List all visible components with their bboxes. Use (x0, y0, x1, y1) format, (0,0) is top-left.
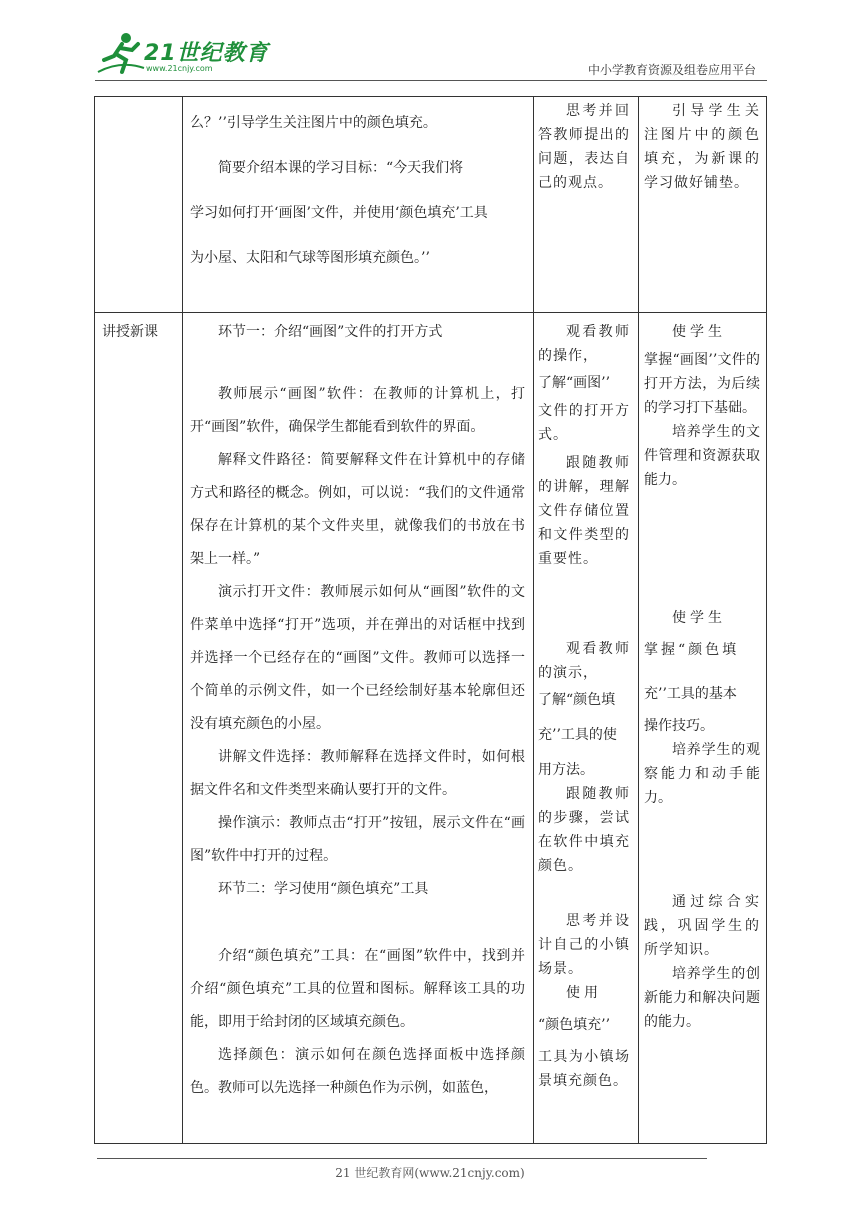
teacher-paragraph: 解释文件路径：简要解释文件在计算机中的存储方式和路径的概念。例如，可以说：“我们的文件通常保存在计算机的某个文件夹里，就像我们的书放在书架上一样。” (190, 452, 525, 567)
teacher-paragraph: 么？’’引导学生关注图片中的颜色填充。 (190, 115, 437, 131)
teacher-paragraph: 教师展示“画图”软件：在教师的计算机上，打开“画图”软件，确保学生都能看到软件的界面。 (190, 386, 525, 435)
page-footer[interactable]: 21 世纪教育网(www.21cnjy.com) (335, 1166, 525, 1180)
teacher-paragraph: 环节二：学习使用“颜色填充”工具 (218, 881, 429, 897)
teacher-paragraph: 学习如何打开‘画图’文件，并使用‘颜色填充’工具 (190, 205, 488, 221)
table-border-right (766, 96, 767, 1144)
row-divider (94, 312, 767, 313)
header-divider (95, 80, 767, 81)
teacher-paragraph: 环节一：介绍“画图”文件的打开方式 (218, 324, 443, 340)
student-paragraph: 了解“颜色填 (538, 692, 616, 708)
student-paragraph: 文件的打开方式。 (538, 403, 630, 443)
student-paragraph: 跟随教师的步骤，尝试在软件中填充颜色。 (538, 786, 630, 874)
student-paragraph: “颜色填充’’ (538, 1017, 611, 1033)
student-paragraph: 思考并回答教师提出的问题，表达自己的观点。 (538, 103, 630, 191)
student-paragraph: 使用 (566, 985, 602, 1001)
teacher-paragraph: 演示打开文件：教师展示如何从“画图”软件的文件菜单中选择“打开”选项，并在弹出的对话框中找到并选择一个已经存在的“画图”文件。教师可以选择一个简单的示例文件，如一个已经绘制好基本轮廓但还没有填充颜色的小屋。 (190, 584, 525, 732)
site-logo[interactable] (96, 30, 271, 80)
student-cell (538, 99, 630, 195)
intent-paragraph: 充’’工具的基本 (644, 686, 737, 702)
intent-paragraph: 通过综合实践，巩固学生的所学知识。 (644, 894, 760, 958)
student-paragraph: 充’’工具的使 (538, 727, 617, 743)
intent-cell (644, 320, 760, 1034)
intent-paragraph: 引导学生关注图片中的颜色填充，为新课的学习做好铺垫。 (644, 103, 760, 191)
intent-paragraph: 掌握“画图’’文件的打开方法，为后续的学习打下基础。 (644, 352, 760, 416)
intent-paragraph: 培养学生的观察能力和动手能力。 (644, 742, 760, 806)
student-paragraph: 工具为小镇场景填充颜色。 (538, 1049, 630, 1089)
intent-cell (644, 99, 760, 195)
intent-paragraph: 操作技巧。 (644, 718, 714, 734)
student-paragraph: 了解“画图’’ (538, 375, 611, 391)
lesson-table (94, 96, 767, 1144)
student-paragraph: 思考并设计自己的小镇场景。 (538, 913, 630, 977)
teacher-cell (190, 111, 525, 270)
teacher-paragraph: 简要介绍本课的学习目标：“今天我们将 (218, 160, 464, 176)
teacher-paragraph: 讲解文件选择：教师解释在选择文件时，如何根据文件名和文件类型来确认要打开的文件。 (190, 749, 525, 798)
platform-name: 中小学教育资源及组卷应用平台 (587, 63, 756, 77)
table-border-top (94, 96, 767, 97)
teacher-paragraph: 为小屋、太阳和气球等图形填充颜色。’’ (190, 250, 430, 266)
column-divider-3 (638, 96, 639, 1144)
teacher-cell (190, 320, 525, 1105)
stage-cell: 讲授新课 (102, 324, 158, 340)
column-divider-2 (533, 96, 534, 1144)
student-paragraph: 观看教师的操作， (538, 324, 630, 364)
teacher-paragraph: 操作演示：教师点击“打开”按钮，展示文件在“画图”软件中打开的过程。 (190, 815, 525, 864)
intent-paragraph: 使学生 (672, 324, 726, 340)
column-divider-1 (182, 96, 183, 1144)
table-border-bottom (94, 1143, 767, 1144)
intent-paragraph: 掌握“颜色填 (644, 642, 740, 658)
teacher-paragraph: 介绍“颜色填充”工具：在“画图”软件中，找到并介绍“颜色填充”工具的位置和图标。解释该工具的功能，即用于给封闭的区域填充颜色。 (190, 948, 525, 1030)
logo-url: www.21cnjy.com (146, 64, 213, 73)
student-paragraph: 用方法。 (538, 762, 594, 778)
footer-divider (97, 1158, 707, 1159)
student-paragraph: 观看教师的演示， (538, 641, 630, 681)
page-header (0, 0, 860, 90)
intent-paragraph: 培养学生的文件管理和资源获取能力。 (644, 424, 760, 488)
student-paragraph: 跟随教师的讲解，理解文件存储位置和文件类型的重要性。 (538, 455, 630, 567)
student-cell (538, 320, 630, 1093)
runner-logo-icon (96, 30, 146, 76)
intent-paragraph: 培养学生的创新能力和解决问题的能力。 (644, 966, 760, 1030)
table-border-left (94, 96, 95, 1144)
intent-paragraph: 使学生 (672, 610, 726, 626)
teacher-paragraph: 选择颜色：演示如何在颜色选择面板中选择颜色。教师可以先选择一种颜色作为示例，如蓝色， (190, 1047, 525, 1096)
logo-text: 21世纪教育 (144, 41, 269, 66)
